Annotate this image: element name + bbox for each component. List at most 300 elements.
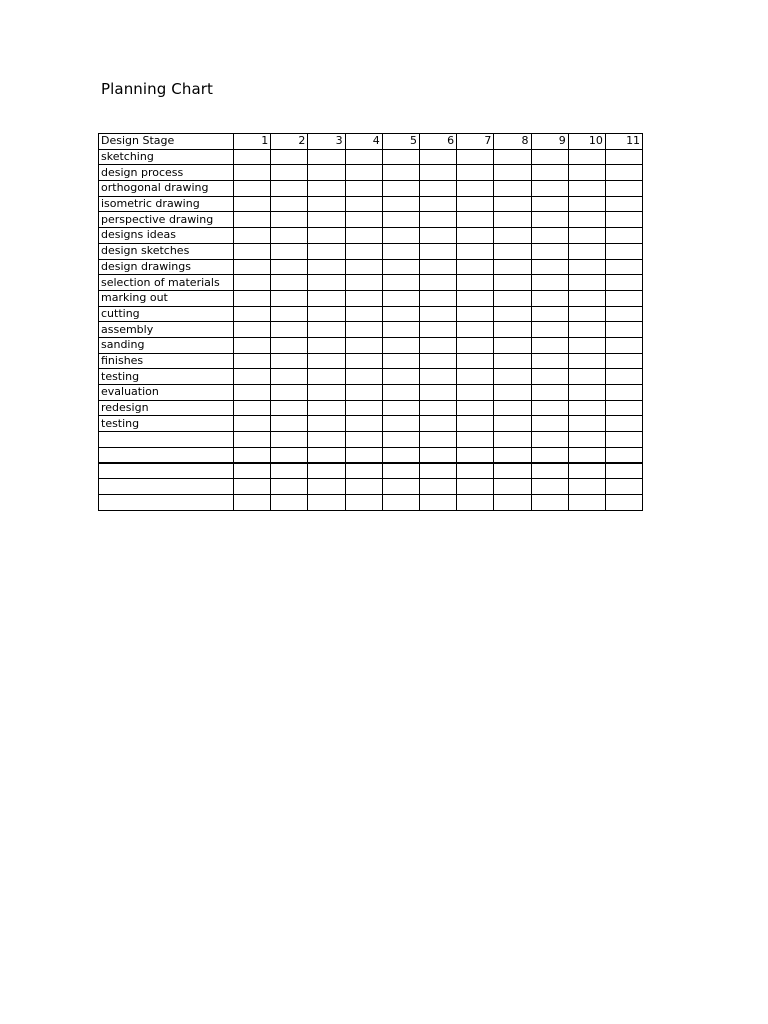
schedule-cell [568, 165, 605, 181]
schedule-cell [271, 463, 308, 479]
schedule-cell [531, 463, 568, 479]
table-row [99, 447, 643, 463]
table-row [99, 479, 643, 495]
schedule-cell [234, 322, 271, 338]
schedule-cell [494, 494, 531, 510]
schedule-cell [568, 290, 605, 306]
schedule-cell [419, 196, 456, 212]
schedule-cell [419, 369, 456, 385]
schedule-cell [568, 416, 605, 432]
schedule-cell [345, 479, 382, 495]
table-row [99, 149, 643, 165]
stage-label: perspective drawing [99, 212, 234, 228]
schedule-cell [234, 337, 271, 353]
table-row [99, 259, 643, 275]
schedule-cell [382, 385, 419, 401]
schedule-cell [271, 385, 308, 401]
schedule-cell [531, 322, 568, 338]
schedule-cell [419, 400, 456, 416]
table-row [99, 416, 643, 432]
schedule-cell [271, 400, 308, 416]
schedule-cell [531, 259, 568, 275]
schedule-cell [494, 416, 531, 432]
schedule-cell [457, 165, 494, 181]
stage-label: testing [99, 369, 234, 385]
schedule-cell [531, 306, 568, 322]
stage-label: designs ideas [99, 228, 234, 244]
schedule-cell [494, 259, 531, 275]
schedule-cell [271, 306, 308, 322]
schedule-cell [382, 400, 419, 416]
schedule-cell [419, 290, 456, 306]
schedule-cell [531, 212, 568, 228]
schedule-cell [234, 149, 271, 165]
schedule-cell [568, 181, 605, 197]
schedule-cell [419, 306, 456, 322]
schedule-cell [419, 337, 456, 353]
schedule-cell [531, 353, 568, 369]
schedule-cell [345, 228, 382, 244]
schedule-cell [494, 228, 531, 244]
schedule-cell [605, 322, 642, 338]
schedule-cell [457, 290, 494, 306]
stage-label: design drawings [99, 259, 234, 275]
schedule-cell [382, 228, 419, 244]
schedule-cell [457, 322, 494, 338]
schedule-cell [271, 196, 308, 212]
header-row [99, 134, 643, 150]
schedule-cell [382, 290, 419, 306]
schedule-cell [605, 306, 642, 322]
schedule-cell [568, 243, 605, 259]
schedule-cell [457, 463, 494, 479]
stage-label: assembly [99, 322, 234, 338]
schedule-cell [382, 369, 419, 385]
schedule-cell [234, 369, 271, 385]
schedule-cell [345, 337, 382, 353]
schedule-cell [531, 275, 568, 291]
schedule-cell [234, 196, 271, 212]
schedule-cell [308, 463, 345, 479]
schedule-cell [605, 275, 642, 291]
stage-label [99, 463, 234, 479]
schedule-cell [271, 416, 308, 432]
stage-label: evaluation [99, 385, 234, 401]
schedule-cell [382, 432, 419, 448]
schedule-cell [531, 432, 568, 448]
schedule-cell [457, 149, 494, 165]
schedule-cell [308, 165, 345, 181]
schedule-cell [531, 447, 568, 463]
table-row [99, 463, 643, 479]
schedule-cell [457, 447, 494, 463]
schedule-cell [568, 369, 605, 385]
header-col-11: 11 [605, 134, 642, 150]
schedule-cell [234, 181, 271, 197]
table-row [99, 400, 643, 416]
schedule-cell [271, 212, 308, 228]
schedule-cell [419, 181, 456, 197]
schedule-cell [494, 196, 531, 212]
schedule-cell [605, 463, 642, 479]
schedule-cell [345, 275, 382, 291]
schedule-cell [494, 369, 531, 385]
schedule-cell [234, 416, 271, 432]
schedule-cell [494, 400, 531, 416]
schedule-cell [345, 290, 382, 306]
schedule-cell [457, 212, 494, 228]
header-col-10: 10 [568, 134, 605, 150]
schedule-cell [457, 306, 494, 322]
schedule-cell [457, 416, 494, 432]
schedule-cell [419, 432, 456, 448]
schedule-cell [234, 353, 271, 369]
schedule-cell [457, 479, 494, 495]
table-row [99, 290, 643, 306]
schedule-cell [494, 322, 531, 338]
schedule-cell [271, 322, 308, 338]
schedule-cell [234, 447, 271, 463]
schedule-cell [531, 243, 568, 259]
schedule-cell [457, 228, 494, 244]
page-title: Planning Chart [101, 80, 214, 98]
stage-label: selection of materials [99, 275, 234, 291]
header-col-9: 9 [531, 134, 568, 150]
schedule-cell [494, 290, 531, 306]
schedule-cell [382, 416, 419, 432]
schedule-cell [308, 228, 345, 244]
header-col-4: 4 [345, 134, 382, 150]
schedule-cell [419, 353, 456, 369]
stage-label: sanding [99, 337, 234, 353]
schedule-cell [419, 228, 456, 244]
schedule-cell [382, 306, 419, 322]
schedule-cell [234, 463, 271, 479]
schedule-cell [308, 243, 345, 259]
schedule-cell [419, 259, 456, 275]
schedule-cell [234, 400, 271, 416]
schedule-cell [308, 181, 345, 197]
schedule-cell [531, 400, 568, 416]
schedule-cell [568, 259, 605, 275]
schedule-cell [308, 337, 345, 353]
schedule-cell [345, 196, 382, 212]
schedule-cell [568, 432, 605, 448]
schedule-cell [494, 306, 531, 322]
schedule-cell [605, 337, 642, 353]
schedule-cell [494, 243, 531, 259]
schedule-cell [419, 212, 456, 228]
schedule-cell [419, 165, 456, 181]
schedule-cell [605, 353, 642, 369]
table-row [99, 432, 643, 448]
schedule-cell [419, 243, 456, 259]
schedule-cell [494, 447, 531, 463]
schedule-cell [345, 259, 382, 275]
schedule-cell [271, 290, 308, 306]
schedule-cell [494, 463, 531, 479]
schedule-cell [531, 337, 568, 353]
schedule-cell [271, 165, 308, 181]
table-row [99, 275, 643, 291]
schedule-cell [345, 432, 382, 448]
schedule-cell [271, 275, 308, 291]
schedule-cell [605, 432, 642, 448]
schedule-cell [382, 165, 419, 181]
schedule-cell [531, 479, 568, 495]
stage-label: marking out [99, 290, 234, 306]
schedule-cell [419, 479, 456, 495]
schedule-cell [457, 337, 494, 353]
schedule-cell [345, 181, 382, 197]
header-col-1: 1 [234, 134, 271, 150]
schedule-cell [234, 165, 271, 181]
header-design-stage: Design Stage [99, 134, 234, 150]
schedule-cell [605, 228, 642, 244]
schedule-cell [345, 400, 382, 416]
schedule-cell [605, 494, 642, 510]
planning-table-body [99, 134, 643, 511]
schedule-cell [308, 416, 345, 432]
schedule-cell [605, 181, 642, 197]
schedule-cell [234, 306, 271, 322]
schedule-cell [568, 275, 605, 291]
schedule-cell [234, 494, 271, 510]
stage-label: design sketches [99, 243, 234, 259]
schedule-cell [605, 165, 642, 181]
schedule-cell [382, 181, 419, 197]
schedule-cell [605, 400, 642, 416]
schedule-cell [605, 385, 642, 401]
schedule-cell [308, 353, 345, 369]
schedule-cell [605, 149, 642, 165]
schedule-cell [382, 149, 419, 165]
schedule-cell [345, 385, 382, 401]
schedule-cell [531, 416, 568, 432]
schedule-cell [382, 353, 419, 369]
schedule-cell [531, 165, 568, 181]
schedule-cell [605, 447, 642, 463]
stage-label [99, 494, 234, 510]
schedule-cell [419, 447, 456, 463]
stage-label: redesign [99, 400, 234, 416]
table-row [99, 181, 643, 197]
stage-label: cutting [99, 306, 234, 322]
schedule-cell [531, 385, 568, 401]
stage-label [99, 479, 234, 495]
table-row [99, 322, 643, 338]
schedule-cell [345, 416, 382, 432]
schedule-cell [271, 149, 308, 165]
stage-label [99, 447, 234, 463]
schedule-cell [568, 447, 605, 463]
schedule-cell [308, 275, 345, 291]
schedule-cell [494, 212, 531, 228]
schedule-cell [457, 432, 494, 448]
stage-label: design process [99, 165, 234, 181]
schedule-cell [234, 243, 271, 259]
schedule-cell [234, 228, 271, 244]
schedule-cell [382, 479, 419, 495]
schedule-cell [605, 259, 642, 275]
schedule-cell [494, 479, 531, 495]
schedule-cell [568, 353, 605, 369]
schedule-cell [419, 385, 456, 401]
schedule-cell [345, 149, 382, 165]
schedule-cell [419, 463, 456, 479]
schedule-cell [345, 243, 382, 259]
schedule-cell [382, 243, 419, 259]
schedule-cell [457, 353, 494, 369]
schedule-cell [345, 369, 382, 385]
header-col-7: 7 [457, 134, 494, 150]
schedule-cell [234, 259, 271, 275]
schedule-cell [419, 494, 456, 510]
schedule-cell [308, 196, 345, 212]
schedule-cell [605, 479, 642, 495]
table-row [99, 243, 643, 259]
schedule-cell [308, 494, 345, 510]
stage-label: finishes [99, 353, 234, 369]
schedule-cell [568, 494, 605, 510]
stage-label: sketching [99, 149, 234, 165]
schedule-cell [308, 385, 345, 401]
schedule-cell [531, 290, 568, 306]
schedule-cell [382, 337, 419, 353]
schedule-cell [271, 228, 308, 244]
schedule-cell [382, 447, 419, 463]
schedule-cell [457, 243, 494, 259]
table-row [99, 165, 643, 181]
table-row [99, 494, 643, 510]
schedule-cell [382, 212, 419, 228]
schedule-cell [271, 259, 308, 275]
schedule-cell [271, 353, 308, 369]
schedule-cell [345, 165, 382, 181]
schedule-cell [308, 290, 345, 306]
schedule-cell [308, 432, 345, 448]
schedule-cell [494, 149, 531, 165]
header-col-2: 2 [271, 134, 308, 150]
schedule-cell [457, 400, 494, 416]
schedule-cell [531, 149, 568, 165]
schedule-cell [568, 149, 605, 165]
schedule-cell [234, 275, 271, 291]
schedule-cell [271, 181, 308, 197]
schedule-cell [271, 337, 308, 353]
schedule-cell [531, 228, 568, 244]
planning-table [98, 133, 643, 511]
schedule-cell [382, 322, 419, 338]
schedule-cell [568, 196, 605, 212]
schedule-cell [345, 353, 382, 369]
schedule-cell [568, 322, 605, 338]
schedule-cell [568, 400, 605, 416]
schedule-cell [345, 322, 382, 338]
schedule-cell [531, 369, 568, 385]
schedule-cell [494, 181, 531, 197]
schedule-cell [234, 432, 271, 448]
schedule-cell [382, 259, 419, 275]
schedule-cell [568, 337, 605, 353]
stage-label [99, 432, 234, 448]
schedule-cell [234, 385, 271, 401]
stage-label: isometric drawing [99, 196, 234, 212]
stage-label: orthogonal drawing [99, 181, 234, 197]
schedule-cell [345, 212, 382, 228]
schedule-cell [271, 243, 308, 259]
schedule-cell [345, 447, 382, 463]
schedule-cell [605, 196, 642, 212]
header-col-6: 6 [419, 134, 456, 150]
header-col-8: 8 [494, 134, 531, 150]
stage-label: testing [99, 416, 234, 432]
schedule-cell [271, 494, 308, 510]
header-col-5: 5 [382, 134, 419, 150]
schedule-cell [345, 494, 382, 510]
schedule-cell [605, 243, 642, 259]
schedule-cell [568, 385, 605, 401]
schedule-cell [605, 369, 642, 385]
schedule-cell [271, 479, 308, 495]
schedule-cell [494, 275, 531, 291]
table-row [99, 196, 643, 212]
schedule-cell [457, 196, 494, 212]
schedule-cell [457, 259, 494, 275]
schedule-cell [605, 416, 642, 432]
schedule-cell [457, 369, 494, 385]
schedule-cell [382, 494, 419, 510]
schedule-cell [308, 149, 345, 165]
schedule-cell [531, 494, 568, 510]
schedule-cell [308, 447, 345, 463]
schedule-cell [419, 149, 456, 165]
schedule-cell [419, 322, 456, 338]
schedule-cell [568, 212, 605, 228]
schedule-cell [308, 259, 345, 275]
schedule-cell [308, 400, 345, 416]
schedule-cell [457, 494, 494, 510]
schedule-cell [271, 447, 308, 463]
schedule-cell [568, 306, 605, 322]
schedule-cell [494, 165, 531, 181]
schedule-cell [308, 369, 345, 385]
schedule-cell [457, 385, 494, 401]
schedule-cell [234, 479, 271, 495]
schedule-cell [605, 290, 642, 306]
schedule-cell [419, 416, 456, 432]
schedule-cell [494, 337, 531, 353]
schedule-cell [308, 306, 345, 322]
schedule-cell [494, 353, 531, 369]
schedule-cell [568, 228, 605, 244]
schedule-cell [568, 463, 605, 479]
schedule-cell [382, 275, 419, 291]
schedule-cell [568, 479, 605, 495]
table-row [99, 369, 643, 385]
table-row [99, 385, 643, 401]
schedule-cell [382, 196, 419, 212]
schedule-cell [308, 212, 345, 228]
table-row [99, 353, 643, 369]
schedule-cell [605, 212, 642, 228]
schedule-cell [271, 369, 308, 385]
schedule-cell [531, 196, 568, 212]
schedule-cell [494, 432, 531, 448]
schedule-cell [345, 463, 382, 479]
schedule-cell [345, 306, 382, 322]
schedule-cell [419, 275, 456, 291]
